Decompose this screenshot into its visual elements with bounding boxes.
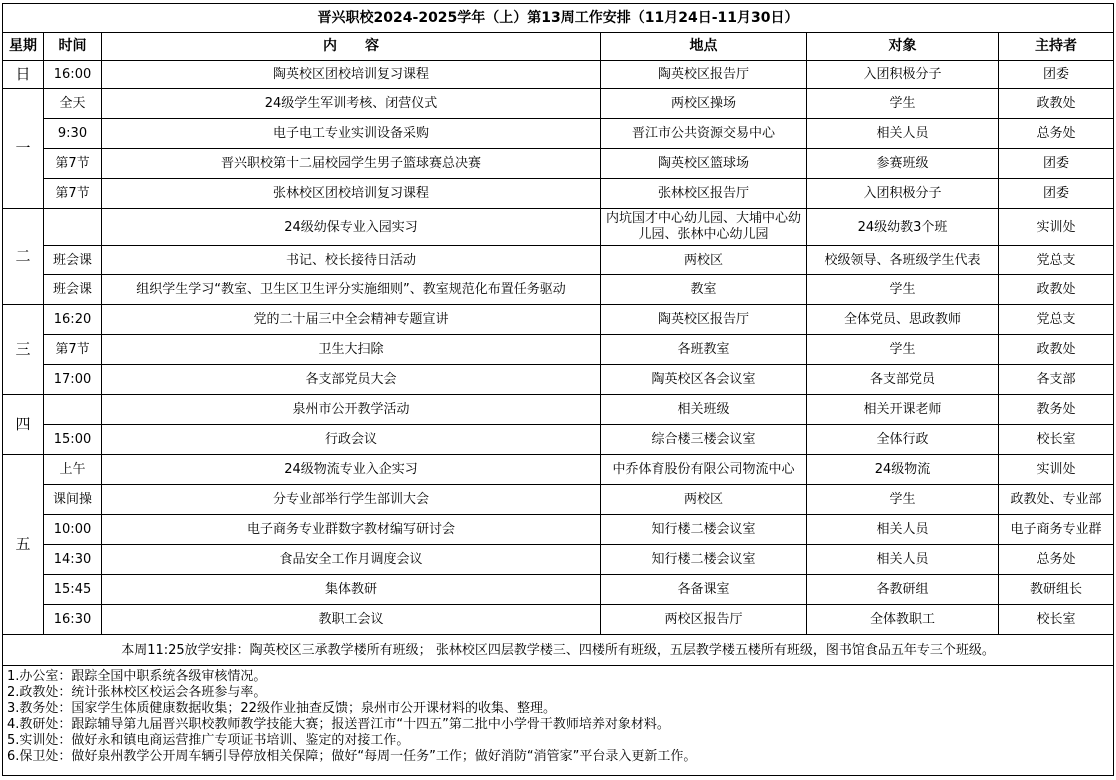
header-day: 星期	[3, 33, 44, 61]
target-cell: 相关人员	[807, 515, 999, 545]
task-item: 5.实训处：做好永和镇电商运营推广专项证书培训、鉴定的对接工作。	[7, 733, 410, 748]
day-cell: 一	[3, 89, 44, 209]
schedule-row	[3, 209, 1114, 246]
content-cell: 食品安全工作月调度会议	[102, 545, 601, 575]
content-cell: 各支部党员大会	[102, 365, 601, 395]
schedule-row	[3, 425, 1114, 455]
day-cell: 日	[3, 61, 44, 89]
time-cell: 10:00	[44, 515, 102, 545]
host-cell: 总务处	[999, 119, 1114, 149]
target-cell: 全体党员、思政教师	[807, 305, 999, 335]
place-cell: 陶英校区篮球场	[601, 149, 807, 179]
content-cell: 书记、校长接待日活动	[102, 246, 601, 275]
host-cell: 实训处	[999, 209, 1114, 246]
time-cell	[44, 209, 102, 246]
header-place: 地点	[601, 33, 807, 61]
target-cell: 学生	[807, 335, 999, 365]
place-cell: 知行楼二楼会议室	[601, 515, 807, 545]
time-cell: 第7节	[44, 179, 102, 209]
task-item: 3.教务处：国家学生体质健康数据收集；22级作业抽查反馈；泉州市公开课材料的收集、整理。	[7, 701, 556, 716]
place-cell: 相关班级	[601, 395, 807, 425]
host-cell: 党总支	[999, 246, 1114, 275]
place-cell: 教室	[601, 275, 807, 305]
schedule-row	[3, 545, 1114, 575]
target-cell: 校级领导、各班级学生代表	[807, 246, 999, 275]
time-cell: 15:45	[44, 575, 102, 605]
place-cell: 两校区	[601, 485, 807, 515]
place-cell: 内坑国才中心幼儿园、大埔中心幼儿园、张林中心幼儿园	[601, 209, 807, 246]
target-cell: 入团积极分子	[807, 61, 999, 89]
schedule-row	[3, 575, 1114, 605]
content-cell: 集体教研	[102, 575, 601, 605]
host-cell: 电子商务专业群	[999, 515, 1114, 545]
schedule-row	[3, 395, 1114, 425]
host-cell: 各支部	[999, 365, 1114, 395]
target-cell: 学生	[807, 89, 999, 119]
schedule-row	[3, 179, 1114, 209]
target-cell: 相关开课老师	[807, 395, 999, 425]
content-cell: 晋兴职校第十二届校园学生男子篮球赛总决赛	[102, 149, 601, 179]
content-cell: 教职工会议	[102, 605, 601, 635]
time-cell: 班会课	[44, 275, 102, 305]
place-cell: 晋江市公共资源交易中心	[601, 119, 807, 149]
place-cell: 各备课室	[601, 575, 807, 605]
target-cell: 全体教职工	[807, 605, 999, 635]
schedule-row	[3, 605, 1114, 635]
day-cell: 三	[3, 305, 44, 395]
schedule-row	[3, 365, 1114, 395]
content-cell: 张林校区团校培训复习课程	[102, 179, 601, 209]
time-cell: 第7节	[44, 335, 102, 365]
host-cell: 团委	[999, 179, 1114, 209]
target-cell: 相关人员	[807, 545, 999, 575]
time-cell: 9:30	[44, 119, 102, 149]
time-cell: 课间操	[44, 485, 102, 515]
header-time: 时间	[44, 33, 102, 61]
header-host: 主持者	[999, 33, 1114, 61]
schedule-row	[3, 515, 1114, 545]
host-cell: 政教处	[999, 335, 1114, 365]
content-cell: 电子电工专业实训设备采购	[102, 119, 601, 149]
content-cell: 泉州市公开教学活动	[102, 395, 601, 425]
schedule-row	[3, 275, 1114, 305]
target-cell: 参赛班级	[807, 149, 999, 179]
place-cell: 综合楼三楼会议室	[601, 425, 807, 455]
host-cell: 校长室	[999, 605, 1114, 635]
content-cell: 分专业部举行学生部训大会	[102, 485, 601, 515]
page-title: 晋兴职校2024-2025学年（上）第13周工作安排（11月24日-11月30日）	[3, 4, 1114, 33]
target-cell: 学生	[807, 485, 999, 515]
place-cell: 中乔体育股份有限公司物流中心	[601, 455, 807, 485]
place-cell: 知行楼二楼会议室	[601, 545, 807, 575]
time-cell: 全天	[44, 89, 102, 119]
time-cell	[44, 395, 102, 425]
host-cell: 政教处、专业部	[999, 485, 1114, 515]
target-cell: 24级物流	[807, 455, 999, 485]
time-cell: 14:30	[44, 545, 102, 575]
target-cell: 入团积极分子	[807, 179, 999, 209]
content-cell: 陶英校区团校培训复习课程	[102, 61, 601, 89]
time-cell: 17:00	[44, 365, 102, 395]
host-cell: 实训处	[999, 455, 1114, 485]
schedule-row	[3, 455, 1114, 485]
content-cell: 24级学生军训考核、闭营仪式	[102, 89, 601, 119]
host-cell: 政教处	[999, 275, 1114, 305]
task-item: 4.教研处：跟踪辅导第九届晋兴职校教师教学技能大赛；报送晋江市“十四五”第二批中小学骨干教师培养对象材料。	[7, 717, 670, 732]
schedule-table	[2, 3, 1114, 776]
host-cell: 总务处	[999, 545, 1114, 575]
place-cell: 陶英校区各会议室	[601, 365, 807, 395]
place-cell: 两校区操场	[601, 89, 807, 119]
time-cell: 第7节	[44, 149, 102, 179]
host-cell: 团委	[999, 149, 1114, 179]
host-cell: 教务处	[999, 395, 1114, 425]
header-target: 对象	[807, 33, 999, 61]
header-row	[3, 33, 1114, 61]
schedule-row	[3, 61, 1114, 89]
department-tasks	[3, 666, 1114, 776]
content-cell: 24级幼保专业入园实习	[102, 209, 601, 246]
target-cell: 学生	[807, 275, 999, 305]
content-cell: 行政会议	[102, 425, 601, 455]
content-cell: 电子商务专业群数字教材编写研讨会	[102, 515, 601, 545]
time-cell: 班会课	[44, 246, 102, 275]
day-cell: 五	[3, 455, 44, 635]
place-cell: 两校区报告厅	[601, 605, 807, 635]
host-cell: 校长室	[999, 425, 1114, 455]
header-content: 内 容	[102, 33, 601, 61]
target-cell: 相关人员	[807, 119, 999, 149]
schedule-row	[3, 149, 1114, 179]
content-cell: 组织学生学习“教室、卫生区卫生评分实施细则”、教室规范化布置任务驱动	[102, 275, 601, 305]
day-cell: 二	[3, 209, 44, 305]
task-item: 6.保卫处：做好泉州教学公开周车辆引导停放相关保障；做好“每周一任务”工作；做好消防“消管家”平台录入更新工作。	[7, 749, 697, 764]
content-cell: 卫生大扫除	[102, 335, 601, 365]
target-cell: 各支部党员	[807, 365, 999, 395]
target-cell: 各教研组	[807, 575, 999, 605]
place-cell: 陶英校区报告厅	[601, 61, 807, 89]
schedule-row	[3, 89, 1114, 119]
place-cell: 张林校区报告厅	[601, 179, 807, 209]
schedule-row	[3, 335, 1114, 365]
host-cell: 团委	[999, 61, 1114, 89]
task-item: 1.办公室：跟踪全国中职系统各级审核情况。	[7, 669, 267, 684]
time-cell: 15:00	[44, 425, 102, 455]
time-cell: 16:20	[44, 305, 102, 335]
host-cell: 党总支	[999, 305, 1114, 335]
time-cell: 16:00	[44, 61, 102, 89]
host-cell: 政教处	[999, 89, 1114, 119]
content-cell: 党的二十届三中全会精神专题宣讲	[102, 305, 601, 335]
schedule-row	[3, 485, 1114, 515]
dismissal-note: 本周11:25放学安排：陶英校区三承教学楼所有班级； 张林校区四层教学楼三、四楼所有班级，五层教学楼五楼所有班级，图书馆食品五年专三个班级。	[3, 635, 1114, 666]
place-cell: 两校区	[601, 246, 807, 275]
schedule-row	[3, 246, 1114, 275]
target-cell: 24级幼教3个班	[807, 209, 999, 246]
schedule-row	[3, 305, 1114, 335]
schedule-row	[3, 119, 1114, 149]
day-cell: 四	[3, 395, 44, 455]
target-cell: 全体行政	[807, 425, 999, 455]
place-cell: 各班教室	[601, 335, 807, 365]
task-item: 2.政教处：统计张林校区校运会各班参与率。	[7, 685, 267, 700]
host-cell: 教研组长	[999, 575, 1114, 605]
time-cell: 上午	[44, 455, 102, 485]
content-cell: 24级物流专业入企实习	[102, 455, 601, 485]
time-cell: 16:30	[44, 605, 102, 635]
place-cell: 陶英校区报告厅	[601, 305, 807, 335]
